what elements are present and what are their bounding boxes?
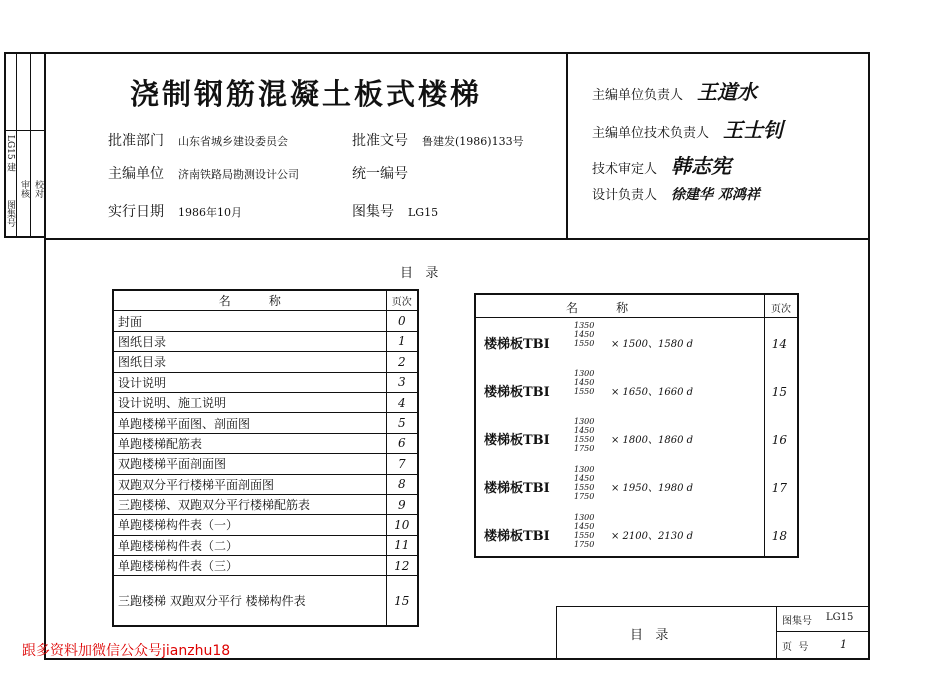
meta-value: LG15	[408, 206, 439, 219]
toc-item-name: 设计说明	[113, 372, 386, 392]
signature: 徐建华 邓鸿祥	[671, 187, 760, 203]
table-header-row	[476, 295, 797, 318]
length-stack	[574, 465, 594, 501]
length-value: 1350	[574, 321, 595, 330]
signature: 韩志宪	[671, 154, 732, 178]
toc-item-name: 设计说明、施工说明	[113, 392, 386, 412]
meta-label: 批准部门	[108, 133, 164, 149]
signature-row	[592, 76, 757, 105]
side-strip-text-4: 校对	[33, 180, 43, 198]
signature: 王道水	[697, 80, 758, 104]
meta-value: 济南铁路局勘测设计公司	[178, 168, 299, 181]
toc-item-name: 三跑楼梯、双跑双分平行楼梯配筋表	[113, 494, 386, 514]
table-row	[113, 556, 418, 576]
length-stack	[574, 417, 594, 453]
toc-item-page: 1	[386, 331, 418, 351]
toc-item-name: 单跑楼梯平面图、剖面图	[113, 413, 386, 433]
table-row	[476, 511, 797, 559]
toc-item-name: 楼梯板TBI	[484, 433, 550, 448]
signature-label: 主编单位技术负责人	[592, 126, 710, 141]
length-stack	[574, 369, 594, 396]
table-row	[113, 474, 418, 494]
length-value: 1550	[574, 387, 595, 396]
document-title: 浇制钢筋混凝土板式楼梯	[130, 77, 483, 111]
side-strip-text-1: LG15 建	[5, 135, 15, 172]
meta-label: 图集号	[352, 204, 394, 220]
meta-value: 1986年10月	[178, 206, 242, 219]
length-value: 1750	[574, 540, 595, 549]
toc-item-page: 3	[386, 372, 418, 392]
length-value: 1550	[574, 339, 595, 348]
table-row	[476, 319, 797, 367]
table-row	[113, 515, 418, 535]
table-header-row	[113, 290, 418, 311]
toc-item-page: 5	[386, 413, 418, 433]
title-block-name: 目 录	[630, 628, 669, 643]
signature: 王士钊	[723, 118, 784, 142]
length-value: 1750	[574, 444, 595, 453]
meta-approval-dept	[108, 130, 288, 150]
toc-item-page: 2	[386, 352, 418, 372]
toc-heading: 目 录	[400, 266, 439, 281]
page-value: 1	[840, 638, 847, 651]
meta-value: 鲁建发(1986)133号	[422, 135, 524, 148]
atlas-label: 图集号	[782, 616, 812, 627]
meta-value: 山东省城乡建设委员会	[178, 135, 288, 148]
toc-item-page: 11	[386, 535, 418, 555]
toc-item-name: 单跑楼梯构件表（三）	[113, 556, 386, 576]
signature-label: 主编单位负责人	[592, 88, 684, 103]
toc-item-page: 14	[771, 337, 787, 351]
toc-item-name: 楼梯板TBI	[484, 481, 550, 496]
table-row	[476, 367, 797, 415]
dimension-text: × 1500、1580 d	[611, 339, 694, 350]
toc-item-name: 楼梯板TBI	[484, 529, 550, 544]
toc-item-page: 10	[386, 515, 418, 535]
toc-item-name: 单跑楼梯配筋表	[113, 433, 386, 453]
toc-item-name: 楼梯板TBI	[484, 337, 550, 352]
column-header-page: 页次	[386, 290, 418, 311]
strip-line-2	[30, 52, 31, 238]
table-row	[113, 352, 418, 372]
toc-item-name: 图纸目录	[113, 331, 386, 351]
length-value: 1450	[574, 474, 595, 483]
toc-item-page: 12	[386, 556, 418, 576]
table-row	[113, 331, 418, 351]
table-row	[476, 415, 797, 463]
toc-item-name: 楼梯板TBI	[484, 385, 550, 400]
toc-item-name: 双跑双分平行楼梯平面剖面图	[113, 474, 386, 494]
table-row	[476, 463, 797, 511]
toc-item-name: 三跑楼梯 双跑双分平行 楼梯构件表	[113, 576, 386, 626]
length-value: 1300	[574, 513, 595, 522]
signature-label: 设计负责人	[592, 188, 658, 203]
toc-item-page: 7	[386, 454, 418, 474]
dimension-text: × 1650、1660 d	[611, 387, 694, 398]
strip-hline	[4, 130, 46, 131]
table-row	[113, 372, 418, 392]
meta-approval-no	[352, 130, 524, 150]
toc-item-page: 18	[771, 529, 787, 543]
column-header-name: 名 称	[113, 290, 386, 311]
toc-item-page: 0	[386, 311, 418, 331]
length-value: 1550	[574, 435, 595, 444]
right-toc-table	[474, 293, 799, 558]
column-header-page: 页次	[771, 304, 791, 315]
length-value: 1300	[574, 369, 595, 378]
left-toc-table	[112, 289, 419, 627]
toc-item-page: 9	[386, 494, 418, 514]
column-header-name: 名 称	[566, 301, 629, 315]
meta-label: 主编单位	[108, 166, 164, 182]
length-value: 1300	[574, 465, 595, 474]
table-row	[113, 413, 418, 433]
signature-row	[592, 184, 760, 204]
toc-item-page: 16	[771, 433, 787, 447]
toc-item-name: 封面	[113, 311, 386, 331]
toc-item-page: 8	[386, 474, 418, 494]
length-value: 1450	[574, 378, 595, 387]
toc-item-page: 15	[771, 385, 787, 399]
meta-atlas-no	[352, 201, 438, 221]
table-row	[113, 454, 418, 474]
toc-item-name: 双跑楼梯平面剖面图	[113, 454, 386, 474]
meta-unified-no	[352, 163, 422, 183]
length-stack	[574, 513, 594, 549]
toc-item-name: 单跑楼梯构件表（二）	[113, 535, 386, 555]
header-vertical-divider	[566, 52, 568, 238]
side-strip-text-2: 图集号	[5, 200, 15, 227]
signature-label: 技术审定人	[592, 162, 658, 177]
length-value: 1450	[574, 330, 595, 339]
meta-label: 实行日期	[108, 204, 164, 220]
toc-item-page: 4	[386, 392, 418, 412]
length-value: 1450	[574, 522, 595, 531]
table-row	[113, 311, 418, 331]
length-value: 1450	[574, 426, 595, 435]
length-value: 1750	[574, 492, 595, 501]
table-row	[113, 392, 418, 412]
signature-row	[592, 114, 783, 143]
side-strip-text-3: 审核	[19, 180, 29, 198]
toc-item-name: 单跑楼梯构件表（一）	[113, 515, 386, 535]
title-block-divider	[776, 606, 777, 660]
table-row	[113, 433, 418, 453]
title-block-hline	[776, 631, 870, 632]
title-block	[556, 606, 870, 660]
atlas-value: LG15	[826, 612, 854, 623]
toc-item-name: 图纸目录	[113, 352, 386, 372]
table-row	[113, 535, 418, 555]
length-value: 1550	[574, 531, 595, 540]
watermark-text: 跟多资料加微信公众号jianzhu18	[22, 643, 231, 659]
table-row	[113, 494, 418, 514]
meta-label: 批准文号	[352, 133, 408, 149]
dimension-text: × 1800、1860 d	[611, 435, 694, 446]
dimension-text: × 1950、1980 d	[611, 483, 694, 494]
header-divider	[44, 238, 870, 240]
toc-item-page: 15	[386, 576, 418, 626]
table-row	[113, 576, 418, 626]
meta-label: 统一编号	[352, 166, 408, 182]
length-value: 1550	[574, 483, 595, 492]
length-value: 1300	[574, 417, 595, 426]
signature-row	[592, 150, 731, 179]
toc-item-page: 17	[771, 481, 787, 495]
meta-editor-unit	[108, 163, 299, 183]
length-stack	[574, 321, 594, 348]
dimension-text: × 2100、2130 d	[611, 531, 694, 542]
toc-item-page: 6	[386, 433, 418, 453]
meta-effective-date	[108, 201, 242, 221]
page-label: 页 号	[782, 642, 809, 653]
